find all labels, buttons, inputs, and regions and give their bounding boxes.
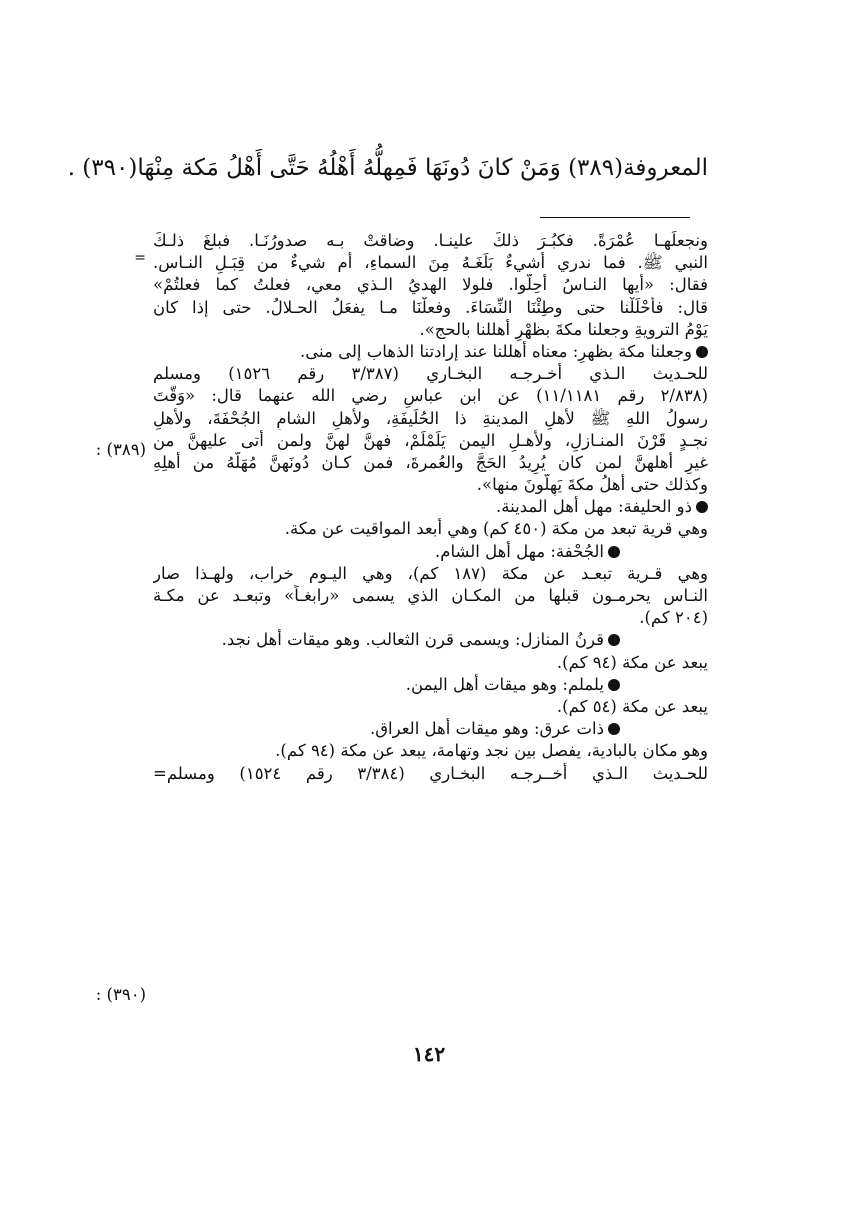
footnote-line: النـاس يحرمـون قبلها من المكـان الذي يسمى «رابغـاً» وتبعـد عن مكـة: [153, 586, 708, 605]
footnote-line: وهي قـرية تبعـد عن مكة (١٨٧ كم)، وهي اليـوم خراب، ولهـذا صار: [153, 563, 708, 583]
footnote-divider: [540, 217, 690, 218]
footnote-line: وكذلك حتى أهلُ مكةَ يَهِلُّونَ منها».: [476, 475, 708, 495]
footnote-line: للحـديث الـذي أخــرجـه البخـاري (٣/٣٨٤ رقم ١٥٢٤) ومسلم=: [153, 763, 708, 783]
page-number: ١٤٢: [412, 1042, 446, 1066]
footnote-line: فقال: «أيها النـاسُ أحِلُّوا. فلولا الهديُ الـذي معي، فعلتُ كما فعلتُمْ»: [153, 275, 708, 295]
footnote-line: للحـديث الـذي أخـرجـه البخـاري (٣/٣٨٧ رقم ١٥٢٦) ومسلم: [153, 364, 708, 384]
bullet-icon: [696, 346, 708, 358]
footnote-line: ونجعلَهـا عُمْرَةً. فكبُـرَ ذلكَ علينـا. وضاقتْ بـه صدورُنَـا. فبلغَ ذلـكَ: [153, 231, 708, 250]
continuation-mark: =: [134, 250, 146, 266]
footnote-line: يلملم: وهو ميقات أهل اليمن.: [153, 674, 708, 696]
footnote-line: (٢٠٤ كم).: [639, 608, 708, 628]
footnote-line: غيرِ أهلهنَّ لمن كان يُرِيدُ الحَجَّ والعُمرةَ، فمن كـان دُونَهنَّ مُهَلُّهُ من أهلِهِ: [153, 452, 708, 472]
footnote-line: يبعد عن مكة (٩٤ كم).: [556, 652, 708, 672]
footnote-ref-390: (٣٩٠) :: [95, 985, 146, 1004]
footnote-line: النبي ﷺ. فما ندري أشيءٌ بَلَغَـهُ مِنَ السماءِ، أم شيءٌ من قِبَـلِ النـاس.: [153, 253, 708, 273]
footnote-line: وجعلنا مكة بظهرٍ: معناه أهللنا عند إرادتنا الذهاب إلى منى.: [153, 341, 708, 363]
footnote-line: وهي قرية تبعد من مكة (٤٥٠ كم) وهي أبعد المواقيت عن مكة.: [284, 519, 708, 539]
bullet-icon: [608, 679, 620, 691]
bullet-icon: [608, 634, 620, 646]
footnote-line: (٢/٨٣٨ رقم ١١/١١٨١) عن ابن عباسٍ رضي الله عنهما قال: «وَقَّتَ: [153, 386, 708, 406]
main-text-line: المعروفة(٣٨٩) وَمَنْ كانَ دُونَهَا فَمِهلُّهُ أَهْلُهُ حَتَّى أَهْلُ مَكة مِنْهَا(٣٩٠) .: [67, 155, 708, 181]
bullet-icon: [696, 501, 708, 513]
footnotes: [153, 230, 708, 785]
footnote-line: يبعد عن مكة (٥٤ كم).: [556, 696, 708, 716]
footnote-line: وهو مكان بالبادية، يفصل بين نجد وتهامة، يبعد عن مكة (٩٤ كم).: [275, 741, 708, 761]
footnote-line: قال: فأحْلَلْنا حتى وطِئْنَا النِّسَاءَ. وفعلْنَا مـا يفعَلُ الحـلالُ. حتى إذا كان: [153, 297, 708, 317]
bullet-icon: [608, 546, 620, 558]
footnote-line: ذات عرق: وهو ميقات أهل العراق.: [153, 718, 708, 740]
footnote-line: يَوْمُ الترويةِ وجعلنا مكةَ بظهْرٍ أهللنا بالحج».: [419, 319, 708, 339]
footnote-line: الجُحْفة: مهل أهل الشام.: [153, 541, 708, 563]
footnote-line: قرنُ المنازل: ويسمى قرن الثعالب. وهو ميقات أهل نجد.: [153, 629, 708, 651]
bullet-icon: [608, 723, 620, 735]
footnote-line: رسولُ اللهِ ﷺ لأهلِ المدينةِ ذا الحُلَيفَةِ، ولأهلِ الشامِ الجُحْفَةَ، ولأهلِ: [153, 408, 708, 428]
footnote-line: نجـدٍ قَرْنَ المنـازلِ، ولأهـلِ اليمن يَلَمْلَمْ، فهنَّ لهنَّ ولمن أتى عليهنَّ من: [153, 430, 708, 450]
footnote-ref-389: (٣٨٩) :: [95, 440, 146, 459]
footnote-line: ذو الحليفة: مهل أهل المدينة.: [153, 496, 708, 518]
